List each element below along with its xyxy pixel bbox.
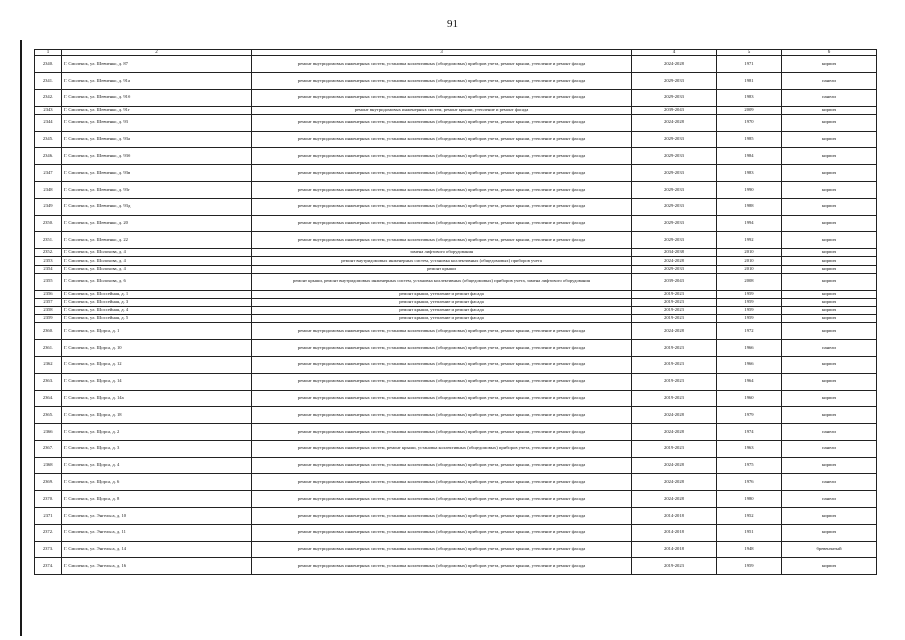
- period-cell: 2029-2033: [632, 131, 717, 148]
- address-cell: Г. Смоленск, ул. Шевченко, д. 91б: [62, 89, 252, 106]
- work-type-cell: ремонт крыши, утепление и ремонт фасада: [252, 306, 632, 314]
- row-number: 2342.: [35, 89, 62, 106]
- table-row: [35, 340, 877, 357]
- address-cell: Г. Смоленск, ул. Шевченко, д. 87: [62, 56, 252, 73]
- header-cell: 3: [252, 50, 632, 56]
- table-row: [35, 407, 877, 424]
- year-built-cell: 1959: [717, 290, 782, 298]
- period-cell: 2014-2018: [632, 524, 717, 541]
- work-type-cell: замена лифтового оборудования: [252, 249, 632, 257]
- work-type-cell: ремонт внутридомовых инженерных систем, установка коллективных (общедомовых) приборов учета, ремонт крыши, утепление и ремонт фасада: [252, 524, 632, 541]
- year-built-cell: 1966: [717, 356, 782, 373]
- address-cell: Г. Смоленск, ул. Шевченко, д. 93в: [62, 165, 252, 182]
- table-row: [35, 265, 877, 273]
- period-cell: 2024-2028: [632, 424, 717, 441]
- year-built-cell: 1948: [717, 541, 782, 558]
- year-built-cell: 2009: [717, 106, 782, 114]
- work-type-cell: ремонт внутридомовых инженерных систем, установка коллективных (общедомовых) приборов учета, ремонт крыши, утепление и ремонт фасада: [252, 424, 632, 441]
- row-number: 2345.: [35, 131, 62, 148]
- table-row: [35, 232, 877, 249]
- table-row: [35, 524, 877, 541]
- address-cell: Г. Смоленск, ул. Щорса, д. 6: [62, 474, 252, 491]
- work-type-cell: ремонт крыши, утепление и ремонт фасада: [252, 290, 632, 298]
- work-type-cell: ремонт внутридомовых инженерных систем, установка коллективных (общедомовых) приборов учета, ремонт крыши, утепление и ремонт фасада: [252, 373, 632, 390]
- header-cell: 2: [62, 50, 252, 56]
- year-built-cell: 1988: [717, 198, 782, 215]
- wall-material-cell: кирпич: [782, 198, 877, 215]
- year-built-cell: 1983: [717, 89, 782, 106]
- address-cell: Г. Смоленск, ул. Шевченко, д. 91а: [62, 73, 252, 90]
- work-type-cell: ремонт внутридомовых инженерных систем, установка коллективных (общедомовых) приборов учета, ремонт крыши, утепление и ремонт фасада: [252, 558, 632, 575]
- work-type-cell: ремонт внутридомовых инженерных систем, установка коллективных (общедомовых) приборов учета, ремонт крыши, утепление и ремонт фасада: [252, 182, 632, 199]
- address-cell: Г. Смоленск, ул. Энгельса, д. 16: [62, 558, 252, 575]
- period-cell: 2024-2028: [632, 457, 717, 474]
- row-number: 2354: [35, 265, 62, 273]
- address-cell: Г. Смоленск, ул. Щорса, д. 8: [62, 491, 252, 508]
- work-type-cell: ремонт крыши: [252, 265, 632, 273]
- wall-material-cell: кирпич: [782, 56, 877, 73]
- address-cell: Г. Смоленск, ул. Шевченко, д. 93б: [62, 148, 252, 165]
- work-type-cell: ремонт внутридомовых инженерных систем, ремонт крыши, установка коллективных (общедомовых) приборов учета, утепление и ремонт фасада: [252, 440, 632, 457]
- wall-material-cell: панели: [782, 491, 877, 508]
- row-number: 2358: [35, 306, 62, 314]
- period-cell: 2024-2028: [632, 407, 717, 424]
- period-cell: 2024-2028: [632, 114, 717, 131]
- address-cell: Г. Смоленск, ул. Шоссейная, д. 3: [62, 298, 252, 306]
- table-row: [35, 165, 877, 182]
- period-cell: 2019-2023: [632, 298, 717, 306]
- address-cell: Г. Смоленск, ул. Щорса, д. 18: [62, 407, 252, 424]
- table-row: [35, 315, 877, 323]
- work-type-cell: ремонт внутридомовых инженерных систем, установка коллективных (общедомовых) приборов учета, ремонт крыши, утепление и ремонт фасада: [252, 457, 632, 474]
- row-number: 2341.: [35, 73, 62, 90]
- wall-material-cell: кирпич: [782, 306, 877, 314]
- table-row: [35, 457, 877, 474]
- address-cell: Г. Смоленск, ул. Щорса, д. 4: [62, 457, 252, 474]
- wall-material-cell: панели: [782, 89, 877, 106]
- work-type-cell: ремонт внутридомовых инженерных систем, установка коллективных (общедомовых) приборов учета, ремонт крыши, утепление и ремонт фасада: [252, 508, 632, 525]
- row-number: 2347: [35, 165, 62, 182]
- row-number: 2348: [35, 182, 62, 199]
- work-type-cell: ремонт внутридомовых инженерных систем, установка коллективных (общедомовых) приборов учета, ремонт крыши, утепление и ремонт фасада: [252, 541, 632, 558]
- address-cell: Г. Смоленск, ул. Шолохова, д. 6: [62, 273, 252, 290]
- table-row: [35, 131, 877, 148]
- wall-material-cell: кирпич: [782, 165, 877, 182]
- wall-material-cell: кирпич: [782, 298, 877, 306]
- row-number: 2351.: [35, 232, 62, 249]
- year-built-cell: 1960: [717, 390, 782, 407]
- wall-material-cell: кирпич: [782, 131, 877, 148]
- row-number: 2363.: [35, 373, 62, 390]
- address-cell: Г. Смоленск, ул. Щорса, д. 2: [62, 424, 252, 441]
- address-cell: Г. Смоленск, ул. Щорса, д. 3: [62, 440, 252, 457]
- table-row: [35, 257, 877, 265]
- header-cell: 6: [782, 50, 877, 56]
- row-number: 2340.: [35, 56, 62, 73]
- work-type-cell: ремонт внутридомовых инженерных систем, установка коллективных (общедомовых) приборов учета, ремонт крыши, утепление и ремонт фасада: [252, 89, 632, 106]
- wall-material-cell: кирпич: [782, 558, 877, 575]
- wall-material-cell: кирпич: [782, 323, 877, 340]
- period-cell: 2024-2028: [632, 474, 717, 491]
- period-cell: 2024-2028: [632, 257, 717, 265]
- year-built-cell: 1972: [717, 323, 782, 340]
- row-number: 2357: [35, 298, 62, 306]
- period-cell: 2029-2033: [632, 73, 717, 90]
- row-number: 2368: [35, 457, 62, 474]
- work-type-cell: ремонт внутридомовых инженерных систем, установка коллективных (общедомовых) приборов учета, ремонт крыши, утепление и ремонт фасада: [252, 215, 632, 232]
- row-number: 2371: [35, 508, 62, 525]
- wall-material-cell: кирпич: [782, 356, 877, 373]
- year-built-cell: 1952: [717, 508, 782, 525]
- year-built-cell: 1964: [717, 373, 782, 390]
- wall-material-cell: кирпич: [782, 106, 877, 114]
- address-cell: Г. Смоленск, ул. Шоссейная, д. 5: [62, 315, 252, 323]
- table-row: [35, 249, 877, 257]
- wall-material-cell: кирпич: [782, 265, 877, 273]
- work-type-cell: ремонт внутридомовых инженерных систем, установка коллективных (общедомовых) приборов учета, ремонт крыши, утепление и ремонт фасада: [252, 198, 632, 215]
- period-cell: 2029-2033: [632, 198, 717, 215]
- table-row: [35, 440, 877, 457]
- address-cell: Г. Смоленск, ул. Шевченко, д. 22: [62, 232, 252, 249]
- year-built-cell: 1959: [717, 306, 782, 314]
- header-cell: 5: [717, 50, 782, 56]
- table-row: [35, 106, 877, 114]
- year-built-cell: 1985: [717, 131, 782, 148]
- address-cell: Г. Смоленск, ул. Шевченко, д. 91г: [62, 106, 252, 114]
- work-type-cell: ремонт внутридомовых инженерных систем, установка коллективных (общедомовых) приборов учета, ремонт крыши, утепление и ремонт фасада: [252, 390, 632, 407]
- wall-material-cell: кирпич: [782, 182, 877, 199]
- period-cell: 2039-2043: [632, 273, 717, 290]
- wall-material-cell: панели: [782, 73, 877, 90]
- address-cell: Г. Смоленск, ул. Щорса, д. 12: [62, 356, 252, 373]
- year-built-cell: 1980: [717, 491, 782, 508]
- year-built-cell: 1994: [717, 215, 782, 232]
- table-row: [35, 491, 877, 508]
- table-row: [35, 424, 877, 441]
- address-cell: Г. Смоленск, ул. Шевченко, д. 93г: [62, 182, 252, 199]
- wall-material-cell: кирпич: [782, 273, 877, 290]
- period-cell: 2029-2033: [632, 265, 717, 273]
- address-cell: Г. Смоленск, ул. Щорса, д. 14: [62, 373, 252, 390]
- work-type-cell: ремонт внутридомовых инженерных систем, установка коллективных (общедомовых) приборов учета, ремонт крыши, утепление и ремонт фасада: [252, 165, 632, 182]
- work-type-cell: ремонт внутридомовых инженерных систем, установка коллективных (общедомовых) приборов учета, ремонт крыши, утепление и ремонт фасада: [252, 73, 632, 90]
- address-cell: Г. Смоленск, ул. Щорса, д. 1: [62, 323, 252, 340]
- table-row: [35, 306, 877, 314]
- year-built-cell: 1990: [717, 182, 782, 199]
- wall-material-cell: кирпич: [782, 215, 877, 232]
- wall-material-cell: кирпич: [782, 373, 877, 390]
- wall-material-cell: кирпич: [782, 407, 877, 424]
- header-cell: 1: [35, 50, 62, 56]
- work-type-cell: ремонт внутридомовых инженерных систем, установка коллективных (общедомовых) приборов учета, ремонт крыши, утепление и ремонт фасада: [252, 407, 632, 424]
- address-cell: Г. Смоленск, ул. Энгельса, д. 14: [62, 541, 252, 558]
- address-cell: Г. Смоленск, ул. Шевченко, д. 93а: [62, 131, 252, 148]
- address-cell: Г. Смоленск, ул. Шевченко, д. 20: [62, 215, 252, 232]
- work-type-cell: ремонт внутридомовых инженерных систем, установка коллективных (общедомовых) приборов учета, ремонт крыши, утепление и ремонт фасада: [252, 56, 632, 73]
- year-built-cell: 1951: [717, 524, 782, 541]
- header-cell: 4: [632, 50, 717, 56]
- row-number: 2372.: [35, 524, 62, 541]
- year-built-cell: 1959: [717, 315, 782, 323]
- work-type-cell: ремонт внутридомовых инженерных систем, установка коллективных (общедомовых) приборов учета, ремонт крыши, утепление и ремонт фасада: [252, 232, 632, 249]
- row-number: 2355: [35, 273, 62, 290]
- work-type-cell: ремонт внутридомовых инженерных систем, ремонт крыши, утепление и ремонт фасада: [252, 106, 632, 114]
- wall-material-cell: кирпич: [782, 508, 877, 525]
- row-number: 2373.: [35, 541, 62, 558]
- wall-material-cell: кирпич: [782, 249, 877, 257]
- table-row: [35, 89, 877, 106]
- address-cell: Г. Смоленск, ул. Щорса, д. 10: [62, 340, 252, 357]
- period-cell: 2019-2023: [632, 290, 717, 298]
- table-row: [35, 323, 877, 340]
- wall-material-cell: кирпич: [782, 232, 877, 249]
- address-cell: Г. Смоленск, ул. Шевченко, д. 93: [62, 114, 252, 131]
- row-number: 2361.: [35, 340, 62, 357]
- wall-material-cell: кирпич: [782, 257, 877, 265]
- period-cell: 2024-2028: [632, 56, 717, 73]
- year-built-cell: 1959: [717, 298, 782, 306]
- period-cell: 2024-2028: [632, 323, 717, 340]
- row-number: 2359: [35, 315, 62, 323]
- table-row: [35, 148, 877, 165]
- year-built-cell: 1959: [717, 558, 782, 575]
- table-row: [35, 474, 877, 491]
- address-cell: Г. Смоленск, ул. Шолохова, д. 4: [62, 249, 252, 257]
- period-cell: 2029-2033: [632, 215, 717, 232]
- table-row: [35, 73, 877, 90]
- period-cell: 2029-2033: [632, 232, 717, 249]
- year-built-cell: 1983: [717, 165, 782, 182]
- year-built-cell: 1984: [717, 148, 782, 165]
- work-type-cell: ремонт внутридомовых инженерных систем, установка коллективных (общедомовых) приборов учета, ремонт крыши, утепление и ремонт фасада: [252, 340, 632, 357]
- wall-material-cell: кирпич: [782, 457, 877, 474]
- address-cell: Г. Смоленск, ул. Шевченко, д. 93д: [62, 198, 252, 215]
- wall-material-cell: панели: [782, 474, 877, 491]
- year-built-cell: 2008: [717, 273, 782, 290]
- row-number: 2349: [35, 198, 62, 215]
- period-cell: 2019-2023: [632, 356, 717, 373]
- page-number: 91: [447, 18, 458, 30]
- year-built-cell: 1975: [717, 457, 782, 474]
- wall-material-cell: кирпич: [782, 524, 877, 541]
- row-number: 2343: [35, 106, 62, 114]
- address-cell: Г. Смоленск, ул. Шоссейная, д. 1: [62, 290, 252, 298]
- work-type-cell: ремонт внутридомовых инженерных систем, установка коллективных (общедомовых) приборов учета, ремонт крыши, утепление и ремонт фасада: [252, 491, 632, 508]
- table-row: [35, 56, 877, 73]
- period-cell: 2019-2023: [632, 315, 717, 323]
- wall-material-cell: панели: [782, 424, 877, 441]
- wall-material-cell: бревенчатый: [782, 541, 877, 558]
- row-number: 2344: [35, 114, 62, 131]
- table-row: [35, 273, 877, 290]
- margin-bar: [20, 40, 22, 636]
- registry-table: [34, 49, 877, 575]
- address-cell: Г. Смоленск, ул. Шоссейная, д. 4: [62, 306, 252, 314]
- year-built-cell: 1976: [717, 474, 782, 491]
- work-type-cell: ремонт внутридомовых инженерных систем, установка коллективных (общедомовых) приборов учета, ремонт крыши, утепление и ремонт фасада: [252, 323, 632, 340]
- table-row: [35, 182, 877, 199]
- table-row: [35, 356, 877, 373]
- row-number: 2353: [35, 257, 62, 265]
- period-cell: 2014-2018: [632, 508, 717, 525]
- row-number: 2346.: [35, 148, 62, 165]
- year-built-cell: 1992: [717, 232, 782, 249]
- period-cell: 2019-2023: [632, 373, 717, 390]
- row-number: 2374.: [35, 558, 62, 575]
- table-row: [35, 198, 877, 215]
- period-cell: 2039-2043: [632, 106, 717, 114]
- work-type-cell: ремонт внутридомовых инженерных систем, установка коллективных (общедомовых) приборов учета: [252, 257, 632, 265]
- row-number: 2362: [35, 356, 62, 373]
- table-row: [35, 558, 877, 575]
- year-built-cell: 1981: [717, 73, 782, 90]
- period-cell: 2029-2033: [632, 182, 717, 199]
- year-built-cell: 1963: [717, 440, 782, 457]
- period-cell: 2029-2033: [632, 165, 717, 182]
- table-row: [35, 373, 877, 390]
- work-type-cell: ремонт внутридомовых инженерных систем, установка коллективных (общедомовых) приборов учета, ремонт крыши, утепление и ремонт фасада: [252, 131, 632, 148]
- wall-material-cell: кирпич: [782, 315, 877, 323]
- work-type-cell: ремонт внутридомовых инженерных систем, установка коллективных (общедомовых) приборов учета, ремонт крыши, утепление и ремонт фасада: [252, 114, 632, 131]
- table-row: [35, 508, 877, 525]
- wall-material-cell: кирпич: [782, 148, 877, 165]
- period-cell: 2019-2023: [632, 558, 717, 575]
- wall-material-cell: кирпич: [782, 290, 877, 298]
- table-row: [35, 114, 877, 131]
- wall-material-cell: кирпич: [782, 390, 877, 407]
- period-cell: 2024-2028: [632, 491, 717, 508]
- work-type-cell: ремонт внутридомовых инженерных систем, установка коллективных (общедомовых) приборов учета, ремонт крыши, утепление и ремонт фасада: [252, 148, 632, 165]
- period-cell: 2029-2033: [632, 89, 717, 106]
- row-number: 2364.: [35, 390, 62, 407]
- year-built-cell: 2010: [717, 257, 782, 265]
- address-cell: Г. Смоленск, ул. Шолохова, д. 4: [62, 257, 252, 265]
- year-built-cell: 2010: [717, 249, 782, 257]
- table-row: [35, 390, 877, 407]
- period-cell: 2029-2033: [632, 148, 717, 165]
- address-cell: Г. Смоленск, ул. Шолохова, д. 4: [62, 265, 252, 273]
- row-number: 2350.: [35, 215, 62, 232]
- work-type-cell: ремонт крыши, утепление и ремонт фасада: [252, 298, 632, 306]
- year-built-cell: 2010: [717, 265, 782, 273]
- table-row: [35, 215, 877, 232]
- table-row: [35, 290, 877, 298]
- row-number: 2366: [35, 424, 62, 441]
- period-cell: 2019-2023: [632, 390, 717, 407]
- year-built-cell: 1971: [717, 56, 782, 73]
- row-number: 2367.: [35, 440, 62, 457]
- row-number: 2360.: [35, 323, 62, 340]
- address-cell: Г. Смоленск, ул. Энгельса, д. 10: [62, 508, 252, 525]
- year-built-cell: 1966: [717, 340, 782, 357]
- row-number: 2370.: [35, 491, 62, 508]
- year-built-cell: 1979: [717, 407, 782, 424]
- row-number: 2365.: [35, 407, 62, 424]
- work-type-cell: ремонт внутридомовых инженерных систем, установка коллективных (общедомовых) приборов учета, ремонт крыши, утепление и ремонт фасада: [252, 474, 632, 491]
- year-built-cell: 1970: [717, 114, 782, 131]
- row-number: 2356: [35, 290, 62, 298]
- period-cell: 2019-2023: [632, 306, 717, 314]
- address-cell: Г. Смоленск, ул. Энгельса, д. 11: [62, 524, 252, 541]
- wall-material-cell: панели: [782, 340, 877, 357]
- work-type-cell: ремонт крыши, ремонт внутридомовых инженерных систем, установка коллективных (общедомовых) приборов учета, замена лифтового оборудования: [252, 273, 632, 290]
- table-row: [35, 298, 877, 306]
- row-number: 2369.: [35, 474, 62, 491]
- year-built-cell: 1974: [717, 424, 782, 441]
- period-cell: 2019-2023: [632, 440, 717, 457]
- work-type-cell: ремонт крыши, утепление и ремонт фасада: [252, 315, 632, 323]
- address-cell: Г. Смоленск, ул. Щорса, д. 14а: [62, 390, 252, 407]
- row-number: 2352.: [35, 249, 62, 257]
- period-cell: 2034-2038: [632, 249, 717, 257]
- wall-material-cell: панели: [782, 440, 877, 457]
- table-row: [35, 541, 877, 558]
- wall-material-cell: кирпич: [782, 114, 877, 131]
- period-cell: 2014-2018: [632, 541, 717, 558]
- period-cell: 2019-2023: [632, 340, 717, 357]
- work-type-cell: ремонт внутридомовых инженерных систем, установка коллективных (общедомовых) приборов учета, ремонт крыши, утепление и ремонт фасада: [252, 356, 632, 373]
